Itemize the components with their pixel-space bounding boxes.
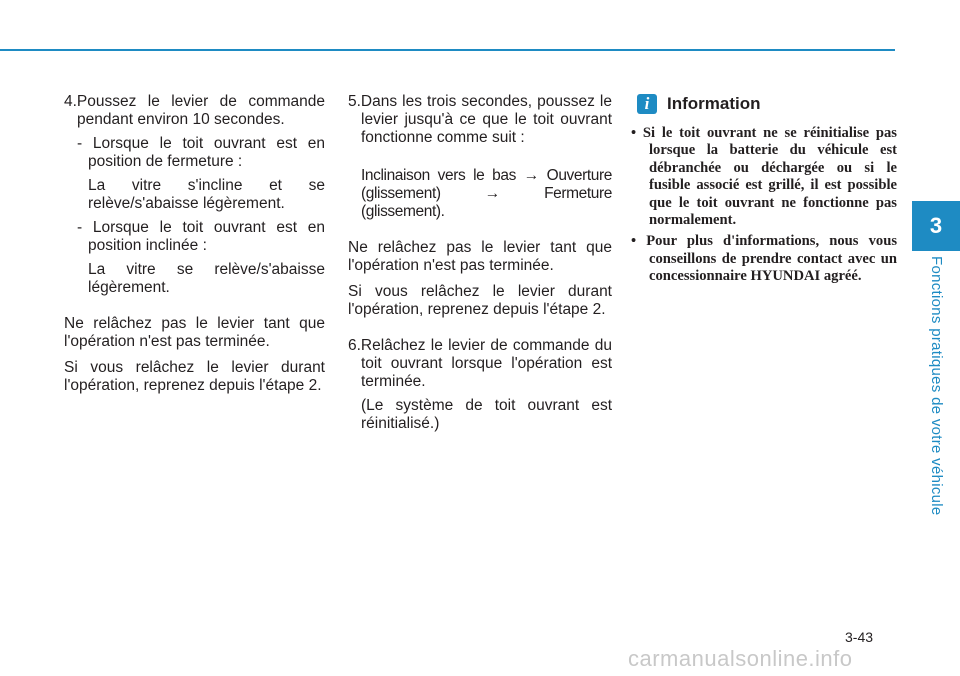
note-restart: Si vous relâchez le levier durant l'opération, reprenez depuis l'étape 2. <box>348 283 612 318</box>
step-6: 6.Relâchez le levier de commande du toit ouvrant lorsque l'opération est terminée. <box>348 337 612 390</box>
information-title: Information <box>667 94 761 113</box>
information-header <box>637 93 897 115</box>
sub-item-closed-text: La vitre s'incline et se relève/s'abaisse légèrement. <box>88 177 325 212</box>
step-5: 5.Dans les trois secondes, poussez le levier jusqu'à ce que le toit ouvrant fonctionne comme suit : <box>348 93 612 146</box>
sub-item-tilted-text: La vitre se relève/s'abaisse légèrement. <box>88 261 325 296</box>
step-4: 4.Poussez le levier de commande pendant environ 10 secondes. <box>64 93 325 128</box>
header-rule <box>0 49 895 51</box>
chapter-tab: 3 <box>912 201 960 251</box>
note-restart: Si vous relâchez le levier durant l'opération, reprenez depuis l'étape 2. <box>64 359 325 394</box>
info-bullet-dealer: • Pour plus d'informations, nous vous conseillons de prendre contact avec un concessionnaire HYUNDAI agréé. <box>631 233 897 285</box>
column-left <box>64 93 325 395</box>
information-box <box>625 93 897 286</box>
sub-item-tilted: - Lorsque le toit ouvrant est en position inclinée : <box>77 219 325 254</box>
chapter-title: Fonctions pratiques de votre véhicule <box>928 256 945 516</box>
note-release: Ne relâchez pas le levier tant que l'opération n'est pas terminée. <box>64 315 325 350</box>
step-6-note: (Le système de toit ouvrant est réinitialisé.) <box>361 397 612 432</box>
sub-item-closed: - Lorsque le toit ouvrant est en position de fermeture : <box>77 135 325 170</box>
note-release: Ne relâchez pas le levier tant que l'opération n'est pas terminée. <box>348 239 612 274</box>
watermark: carmanualsonline.info <box>628 646 853 671</box>
info-icon: i <box>637 94 657 114</box>
info-bullet-reset: • Si le toit ouvrant ne se réinitialise pas lorsque la batterie du véhicule est débranchée ou déchargée ou si le fusible associé est grillé, il est possible que le toit ouvrant ne fonctionne pas normalement. <box>631 125 897 229</box>
information-list <box>625 125 897 286</box>
column-middle <box>348 93 612 433</box>
operation-sequence: Inclinaison vers le bas → Ouverture (glissement) → Fermeture (glissement). <box>361 167 612 220</box>
page-number: 3-43 <box>845 629 874 645</box>
